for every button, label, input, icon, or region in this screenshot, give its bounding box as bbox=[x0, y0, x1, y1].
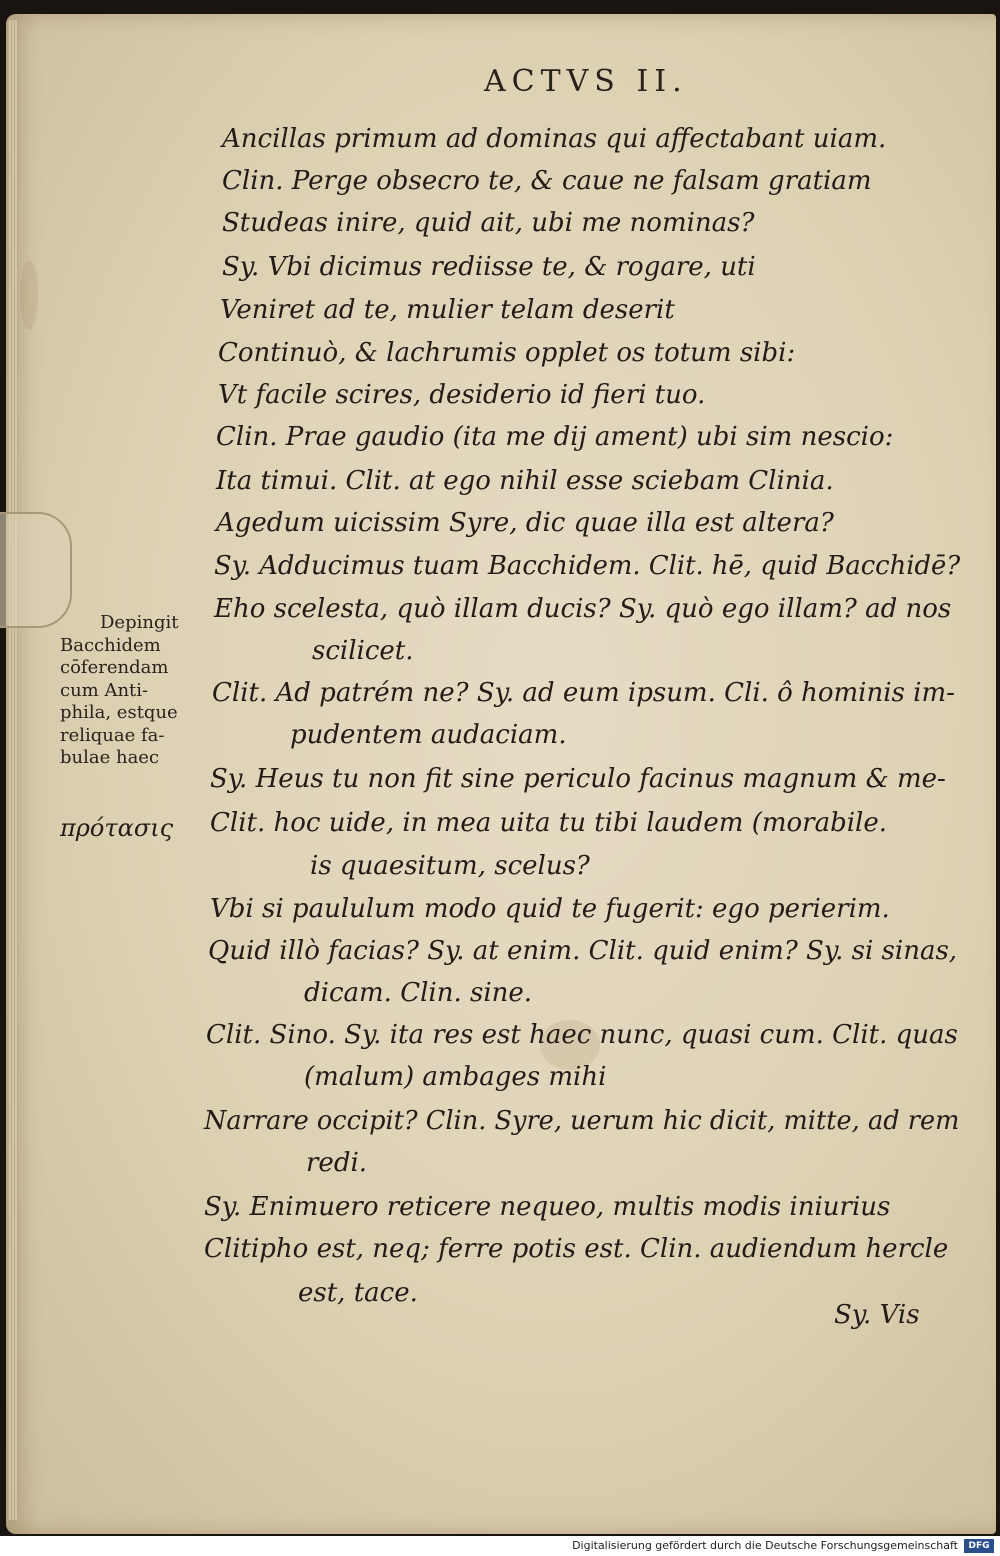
marginal-note-line: reliquae fa- bbox=[60, 724, 165, 746]
verse-line: dicam. Clin. sine. bbox=[304, 978, 533, 1008]
running-head: ACTVS II. bbox=[484, 64, 688, 99]
verse-line: Veniret ad te, mulier telam deserit bbox=[220, 295, 675, 325]
verse-line: Clit. Ad patrém ne? Sy. ad eum ipsum. Cli. ô hominis im- bbox=[212, 678, 955, 708]
marginal-note-line: phila, estque bbox=[60, 702, 178, 723]
verse-line: pudentem audaciam. bbox=[290, 720, 567, 750]
verse-line: Sy. Heus tu non fit sine periculo facinus magnum & me- bbox=[210, 764, 946, 794]
dfg-logo-icon: DFG bbox=[964, 1539, 994, 1553]
verse-line: Agedum uicissim Syre, dic quae illa est altera? bbox=[216, 508, 834, 538]
verse-line: Studeas inire, quid ait, ubi me nominas? bbox=[222, 208, 755, 238]
verse-line: Continuò, & lachrumis opplet os totum sibi: bbox=[218, 338, 796, 368]
marginal-greek-term: πρότασις bbox=[60, 814, 174, 842]
verse-line: Clin. Perge obsecro te, & caue ne falsam gratiam bbox=[222, 166, 872, 196]
footer-bar bbox=[0, 1536, 1000, 1556]
verse-line: Quid illò facias? Sy. at enim. Clit. quid enim? Sy. si sinas, bbox=[208, 936, 958, 966]
page-tab bbox=[0, 512, 72, 628]
verse-line: Clin. Prae gaudio (ita me dij ament) ubi sim nescio: bbox=[216, 422, 894, 452]
marginal-note-line: Bacchidem bbox=[60, 634, 161, 656]
verse-line: Sy. Enimuero reticere nequeo, multis modis iniurius bbox=[204, 1192, 891, 1222]
marginal-note-line: cum Anti- bbox=[60, 679, 149, 701]
verse-line: redi. bbox=[306, 1148, 368, 1178]
verse-line: Eho scelesta, quò illam ducis? Sy. quò ego illam? ad nos bbox=[214, 594, 952, 624]
verse-line: Clit. hoc uide, in mea uita tu tibi laudem (morabile. bbox=[210, 808, 888, 838]
verse-line: Sy. Vbi dicimus rediisse te, & rogare, uti bbox=[222, 252, 756, 282]
funding-credit: Digitalisierung gefördert durch die Deutsche Forschungsgemeinschaft bbox=[572, 1539, 958, 1552]
paper-stain bbox=[20, 260, 38, 330]
marginal-note-line: cōferendam bbox=[60, 657, 169, 678]
verse-line: Clitipho est, neq; ferre potis est. Clin. audiendum hercle bbox=[204, 1234, 949, 1264]
verse-line: Sy. Adducimus tuam Bacchidem. Clit. hē, quid Bacchidē? bbox=[214, 551, 961, 581]
verse-line: Vbi si paululum modo quid te fugerit: ego perierim. bbox=[210, 894, 890, 924]
marginal-note-line: bulae haec bbox=[60, 747, 160, 768]
catchword: Sy. Vis bbox=[834, 1300, 920, 1330]
verse-line: Narrare occipit? Clin. Syre, uerum hic dicit, mitte, ad rem bbox=[204, 1106, 960, 1136]
verse-line: is quaesitum, scelus? bbox=[310, 851, 590, 881]
verse-line: Ancillas primum ad dominas qui affectabant uiam. bbox=[222, 124, 887, 154]
verse-line: (malum) ambages mihi bbox=[304, 1062, 607, 1092]
page-edge bbox=[8, 20, 18, 1520]
verse-line: scilicet. bbox=[312, 636, 414, 666]
verse-line: Vt facile scires, desiderio id fieri tuo. bbox=[218, 380, 706, 410]
marginal-note-line: Depingit bbox=[100, 612, 179, 633]
verse-line: Clit. Sino. Sy. ita res est haec nunc, quasi cum. Clit. quas bbox=[206, 1020, 958, 1050]
verse-line: Ita timui. Clit. at ego nihil esse sciebam Clinia. bbox=[216, 466, 834, 496]
verse-line: est, tace. bbox=[298, 1278, 418, 1308]
marginal-note bbox=[60, 612, 210, 770]
